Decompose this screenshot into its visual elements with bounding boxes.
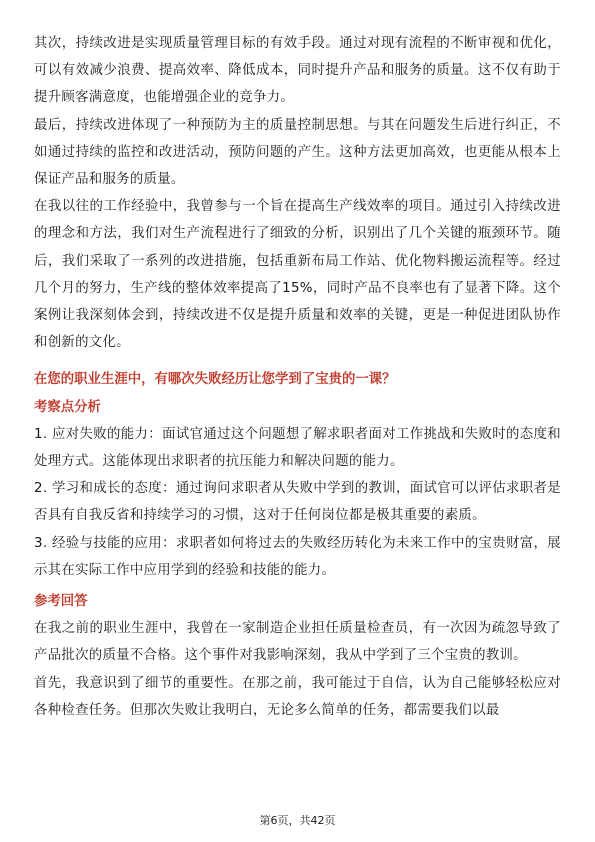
- page-number: 第6页，共42页: [259, 814, 336, 827]
- analysis-heading: 考察点分析: [34, 399, 101, 415]
- intro-paragraph-3: 在我以往的工作经验中，我曾参与一个旨在提高生产线效率的项目。通过引入持续改进的理念和方法，我们对生产流程进行了细致的分析，识别出了几个关键的瓶颈环节。随后，我们采取了一系列的改进措施，包括重新布局工作站、优化物料搬运流程等。经过几个月的努力，生产线的整体效率提高了15%，同时产品不良率也有了显著下降。这个案例让我深刻体会到，持续改进不仅是提升质量和效率的关键，更是一种促进团队协作和创新的文化。: [34, 199, 561, 351]
- document-page: [34, 30, 561, 724]
- intro-paragraph-2: 最后，持续改进体现了一种预防为主的质量控制思想。与其在问题发生后进行纠正，不如通过持续的监控和改进活动，预防问题的产生。这种方法更加高效，也更能从根本上保证产品和服务的质量。: [34, 117, 561, 188]
- analysis-item-3: 3. 经验与技能的应用：求职者如何将过去的失败经历转化为未来工作中的宝贵财富，展示其在实际工作中应用学到的经验和技能的能力。: [34, 535, 561, 578]
- analysis-item-1: 1. 应对失败的能力：面试官通过这个问题想了解求职者面对工作挑战和失败时的态度和处理方式。这能体现出求职者的抗压能力和解决问题的能力。: [34, 426, 561, 470]
- answer-heading: 参考回答: [34, 594, 88, 610]
- intro-paragraph-1: 其次，持续改进是实现质量管理目标的有效手段。通过对现有流程的不断审视和优化，可以有效减少浪费、提高效率、降低成本，同时提升产品和服务的质量。这不仅有助于提升顾客满意度，也能增强企业的竞争力。: [34, 36, 561, 106]
- answer-paragraph-1: 在我之前的职业生涯中，我曾在一家制造企业担任质量检查员，有一次因为疏忽导致了产品批次的质量不合格。这个事件对我影响深刻，我从中学到了三个宝贵的教训。: [34, 621, 561, 664]
- interview-question: 在您的职业生涯中，有哪次失败经历让您学到了宝贵的一课？: [34, 372, 396, 388]
- answer-paragraph-2: 首先，我意识到了细节的重要性。在那之前，我可能过于自信，认为自己能够轻松应对各种检查任务。但那次失败让我明白，无论多么简单的任务，都需要我们以最: [34, 675, 561, 718]
- analysis-item-2: 2. 学习和成长的态度：通过询问求职者从失败中学到的教训，面试官可以评估求职者是否具有自我反省和持续学习的习惯，这对于任何岗位都是极其重要的素质。: [34, 481, 561, 524]
